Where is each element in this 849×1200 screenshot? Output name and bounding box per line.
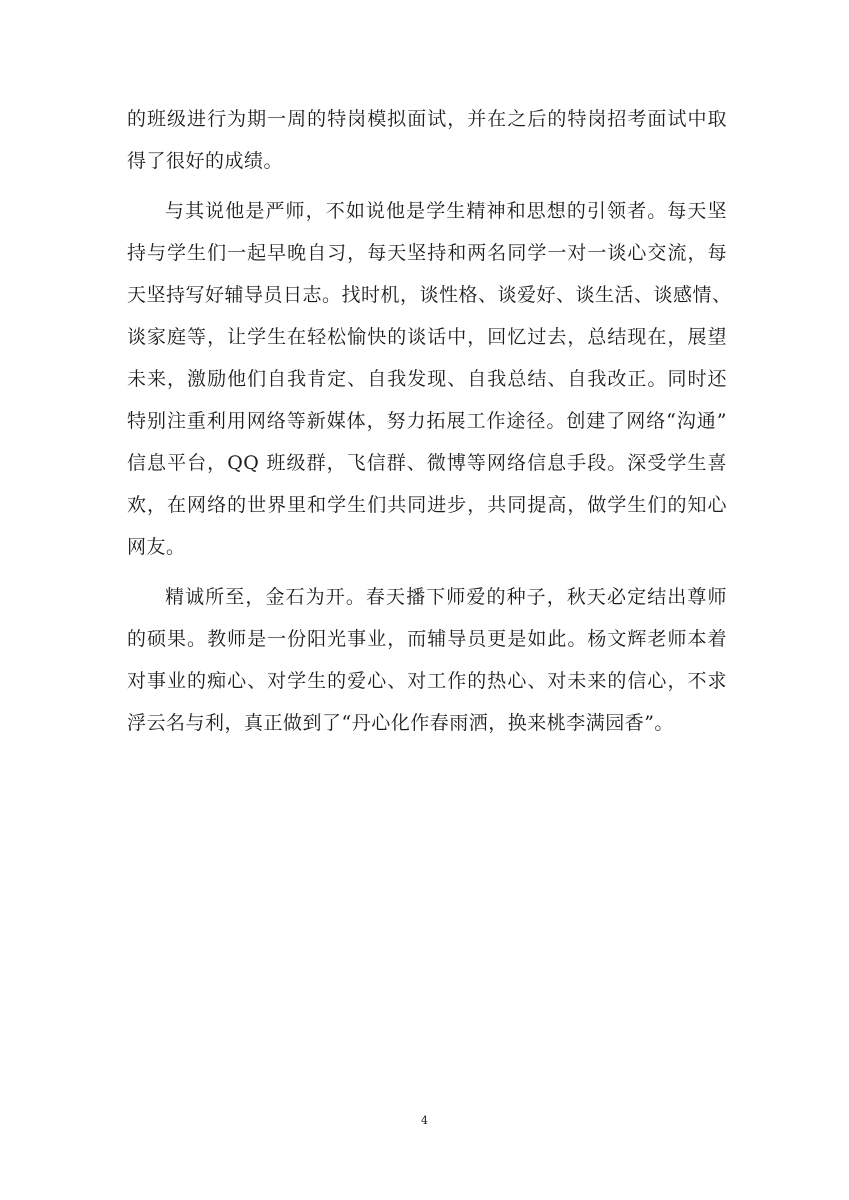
text-line: 的硕果。教师是一份阳光事业，而辅导员更是如此。杨文辉老师本着	[127, 628, 727, 650]
paragraph-continuation	[127, 98, 727, 182]
text-line: 未来，激励他们自我肯定、自我发现、自我总结、自我改正。同时还	[127, 368, 727, 390]
text-line: 信息平台，QQ 班级群，飞信群、微博等网络信息手段。深受学生喜	[127, 452, 727, 474]
text-line: 得了很好的成绩。	[127, 150, 284, 172]
text-line: 欢，在网络的世界里和学生们共同进步，共同提高，做学生们的知心	[127, 494, 727, 516]
text-line: 特别注重利用网络等新媒体，努力拓展工作途径。创建了网络“沟通”	[127, 410, 727, 432]
text-line: 对事业的痴心、对学生的爱心、对工作的热心、对未来的信心，不求	[127, 670, 727, 692]
body-text	[127, 98, 732, 744]
text-line: 持与学生们一起早晚自习，每天坚持和两名同学一对一谈心交流，每	[127, 242, 727, 264]
text-line: 与其说他是严师，不如说他是学生精神和思想的引领者。每天坚	[165, 200, 727, 222]
text-line: 精诚所至，金石为开。春天播下师爱的种子，秋天必定结出尊师	[165, 586, 727, 608]
text-line: 天坚持写好辅导员日志。找时机，谈性格、谈爱好、谈生活、谈感情、	[127, 284, 732, 306]
text-line: 的班级进行为期一周的特岗模拟面试，并在之后的特岗招考面试中取	[127, 108, 727, 130]
text-line: 浮云名与利，真正做到了“丹心化作春雨洒，换来桃李满园香”。	[127, 712, 674, 734]
paragraph-guide	[127, 190, 732, 568]
text-line: 网友。	[127, 536, 186, 558]
paragraph-conclusion	[127, 576, 727, 744]
page-number: 4	[421, 1114, 428, 1127]
text-line: 谈家庭等，让学生在轻松愉快的谈话中，回忆过去，总结现在，展望	[127, 326, 727, 348]
